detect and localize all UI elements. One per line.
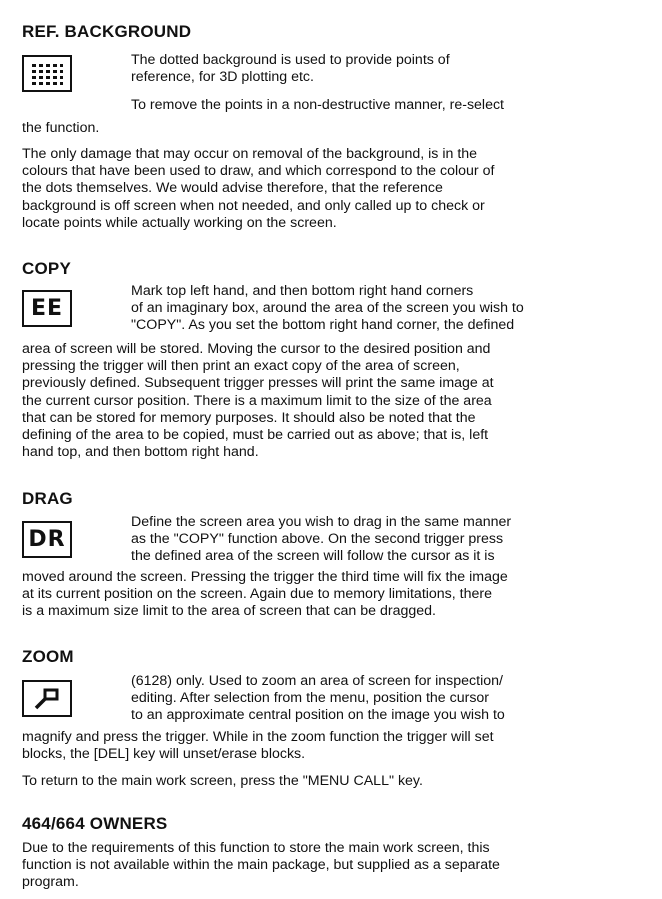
- ref-background-damage: The only damage that may occur on removal of the background, is in the colours that have been used to draw, and which correspond to the colour of the dots themselves. We would advise therefore, that the reference background is off screen when not needed, and only called up to check or locate points while actually working on the screen.: [22, 146, 495, 231]
- drag-intro: Define the screen area you wish to drag in the same manner as the "COPY" function above. On the second trigger press the defined area of the screen will follow the cursor as it is: [131, 514, 512, 565]
- owners-body: Due to the requirements of this function to store the main work screen, this function is not available within the main package, but supplied as a separate program.: [22, 840, 500, 891]
- zoom-return: To return to the main work screen, press the "MENU CALL" key.: [22, 773, 423, 789]
- ref-background-remove: To remove the points in a non-destructive manner, re-select: [131, 97, 505, 113]
- copy-icon: [22, 290, 72, 327]
- drag-icon-label: DR: [28, 526, 66, 552]
- dotted-grid-icon: [22, 55, 72, 92]
- copy-body: area of screen will be stored. Moving the cursor to the desired position and pressing the trigger will then print an exact copy of the area of screen, previously defined. Subsequent trigger presses will print the same image at the current cursor position. There is a maximum limit to the size of the area that can be stored for memory purposes. It should also be noted that the defining of the area to be copied, must be carried out as above; that is, left hand top, and then bottom right hand.: [22, 341, 494, 461]
- drag-body: moved around the screen. Pressing the trigger the third time will fix the image at its current position on the screen. Again due to memory limitations, there is a maximum size limit to the area of screen that can be dragged.: [22, 569, 508, 620]
- copy-heading: COPY: [22, 259, 71, 278]
- drag-heading: DRAG: [22, 489, 73, 508]
- zoom-heading: ZOOM: [22, 647, 74, 666]
- ref-background-heading: REF. BACKGROUND: [22, 22, 192, 41]
- copy-intro: Mark top left hand, and then bottom right hand corners of an imaginary box, around the area of the screen you wish to "COPY". As you set the bottom right hand corner, the defined: [131, 283, 524, 334]
- ref-background-remove-cont: the function.: [22, 120, 100, 136]
- ref-background-intro: The dotted background is used to provide points of reference, for 3D plotting etc.: [131, 52, 450, 86]
- owners-heading: 464/664 OWNERS: [22, 814, 168, 833]
- copy-icon-label: EE: [30, 295, 64, 321]
- zoom-body: magnify and press the trigger. While in the zoom function the trigger will set blocks, the [DEL] key will unset/erase blocks.: [22, 729, 494, 763]
- zoom-intro: (6128) only. Used to zoom an area of screen for inspection/ editing. After selection from the menu, position the cursor to an approximate central position on the image you wish to: [131, 673, 505, 724]
- magnifier-icon: [22, 680, 72, 717]
- drag-icon: [22, 521, 72, 558]
